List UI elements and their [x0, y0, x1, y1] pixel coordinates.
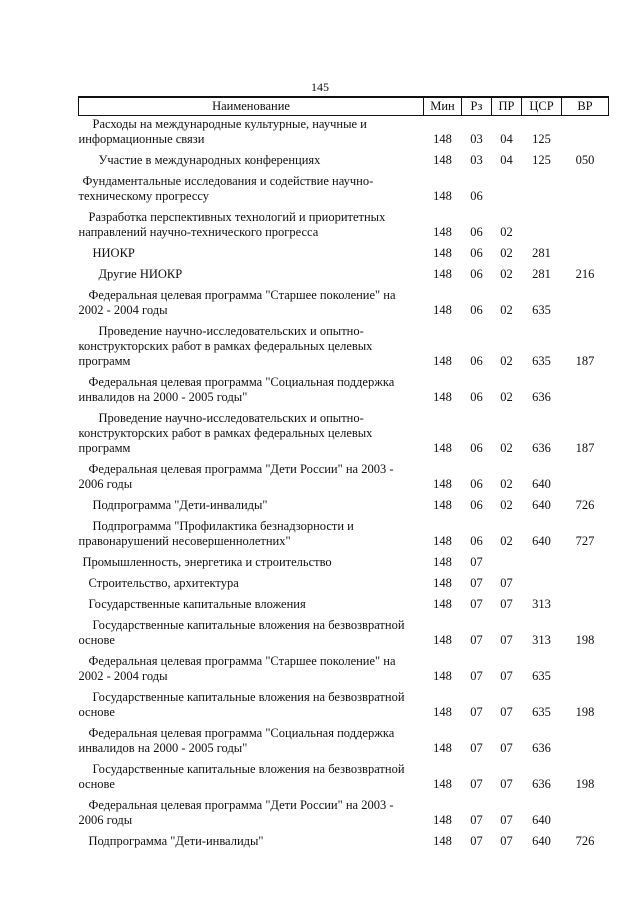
cell-min: 148 — [433, 705, 452, 719]
cell-rz: 07 — [470, 576, 483, 590]
cell-pr: 02 — [500, 225, 513, 239]
cell-min: 148 — [433, 189, 452, 203]
cell-vr — [562, 241, 609, 262]
cell-csr — [522, 205, 562, 241]
table-row — [79, 262, 609, 283]
cell-min: 148 — [433, 669, 452, 683]
cell-rz: 06 — [470, 189, 483, 203]
cell-csr: 281 — [532, 246, 551, 260]
cell-pr: 07 — [500, 669, 513, 683]
table-row — [79, 319, 609, 370]
table-row — [79, 283, 609, 319]
cell-rz: 03 — [470, 153, 483, 167]
cell-pr: 04 — [500, 132, 513, 146]
cell-pr: 02 — [500, 498, 513, 512]
cell-csr: 125 — [532, 153, 551, 167]
cell-vr: 187 — [575, 354, 595, 368]
table-header — [79, 97, 609, 116]
cell-csr — [522, 169, 562, 205]
cell-rz: 07 — [470, 633, 483, 647]
cell-name: Федеральная целевая программа "Социальная поддержка инвалидов на 2000 - 2005 годы" — [78, 375, 395, 404]
table-row — [79, 493, 609, 514]
cell-rz: 06 — [470, 225, 483, 239]
cell-name: Фундаментальные исследования и содействие научно-техническому прогрессу — [78, 174, 374, 203]
cell-name: Федеральная целевая программа "Дети России" на 2003 - 2006 годы — [78, 798, 394, 827]
cell-rz: 06 — [470, 498, 483, 512]
cell-name: Федеральная целевая программа "Старшее поколение" на 2002 - 2004 годы — [78, 288, 396, 317]
header-vr: ВР — [562, 97, 609, 116]
cell-csr: 635 — [532, 705, 551, 719]
cell-vr: 216 — [575, 267, 595, 281]
cell-pr: 07 — [500, 597, 513, 611]
table-row — [79, 721, 609, 757]
cell-rz: 06 — [470, 477, 483, 491]
cell-min: 148 — [433, 741, 452, 755]
cell-rz: 07 — [470, 555, 483, 569]
cell-pr: 02 — [500, 441, 513, 455]
cell-rz: 03 — [470, 132, 483, 146]
cell-rz: 06 — [470, 267, 483, 281]
cell-vr: 187 — [575, 441, 595, 455]
cell-pr: 07 — [500, 633, 513, 647]
table-row — [79, 370, 609, 406]
cell-pr: 07 — [500, 705, 513, 719]
cell-pr: 02 — [500, 303, 513, 317]
header-name: Наименование — [79, 97, 424, 116]
cell-vr — [562, 457, 609, 493]
cell-min: 148 — [433, 477, 452, 491]
cell-name: Подпрограмма "Дети-инвалиды" — [92, 498, 268, 512]
cell-pr: 02 — [500, 246, 513, 260]
table-row — [79, 829, 609, 850]
cell-min: 148 — [433, 834, 452, 848]
cell-vr: 726 — [575, 834, 595, 848]
cell-name: Подпрограмма "Дети-инвалиды" — [88, 834, 264, 848]
cell-rz: 07 — [470, 705, 483, 719]
cell-min: 148 — [433, 246, 452, 260]
cell-csr: 125 — [532, 132, 551, 146]
cell-vr — [562, 370, 609, 406]
cell-csr: 635 — [532, 669, 551, 683]
table-row — [79, 649, 609, 685]
cell-csr: 640 — [532, 534, 551, 548]
header-pr: ПР — [492, 97, 522, 116]
cell-min: 148 — [433, 633, 452, 647]
cell-csr: 636 — [532, 390, 551, 404]
cell-pr: 02 — [500, 390, 513, 404]
cell-name: Государственные капитальные вложения на безвозвратной основе — [78, 618, 405, 647]
cell-name: Федеральная целевая программа "Дети России" на 2003 - 2006 годы — [78, 462, 394, 491]
cell-name: Государственные капитальные вложения на безвозвратной основе — [78, 690, 405, 719]
cell-vr: 050 — [575, 153, 595, 167]
cell-csr: 313 — [532, 633, 551, 647]
cell-csr — [522, 550, 562, 571]
cell-rz: 06 — [470, 441, 483, 455]
cell-name: Строительство, архитектура — [88, 576, 239, 590]
cell-rz: 06 — [470, 246, 483, 260]
cell-pr: 02 — [500, 534, 513, 548]
cell-min: 148 — [433, 132, 452, 146]
cell-pr: 02 — [500, 477, 513, 491]
cell-vr — [562, 169, 609, 205]
cell-vr — [562, 550, 609, 571]
cell-rz: 07 — [470, 777, 483, 791]
cell-min: 148 — [433, 555, 452, 569]
cell-name: Участие в международных конференциях — [98, 153, 321, 167]
cell-vr — [562, 592, 609, 613]
cell-min: 148 — [433, 303, 452, 317]
cell-vr — [562, 283, 609, 319]
cell-min: 148 — [433, 441, 452, 455]
table-row — [79, 406, 609, 457]
cell-csr: 640 — [532, 498, 551, 512]
cell-min: 148 — [433, 153, 452, 167]
table-row — [79, 592, 609, 613]
cell-vr — [562, 721, 609, 757]
table-row — [79, 571, 609, 592]
table-row — [79, 685, 609, 721]
table-row — [79, 169, 609, 205]
table-row — [79, 205, 609, 241]
cell-name: НИОКР — [92, 246, 135, 260]
cell-pr — [492, 550, 522, 571]
cell-min: 148 — [433, 813, 452, 827]
cell-min: 148 — [433, 390, 452, 404]
cell-rz: 06 — [470, 390, 483, 404]
cell-csr: 640 — [532, 813, 551, 827]
header-csr: ЦСР — [522, 97, 562, 116]
cell-pr: 07 — [500, 813, 513, 827]
cell-min: 148 — [433, 597, 452, 611]
cell-rz: 07 — [470, 834, 483, 848]
cell-rz: 06 — [470, 303, 483, 317]
cell-pr: 07 — [500, 834, 513, 848]
table-row — [79, 457, 609, 493]
cell-csr: 636 — [532, 777, 551, 791]
cell-vr — [562, 116, 609, 149]
cell-csr — [522, 571, 562, 592]
cell-min: 148 — [433, 225, 452, 239]
cell-pr: 07 — [500, 741, 513, 755]
cell-rz: 06 — [470, 354, 483, 368]
cell-name: Федеральная целевая программа "Старшее поколение" на 2002 - 2004 годы — [78, 654, 396, 683]
cell-rz: 07 — [470, 597, 483, 611]
cell-min: 148 — [433, 267, 452, 281]
cell-min: 148 — [433, 354, 452, 368]
cell-vr: 727 — [575, 534, 595, 548]
cell-csr: 640 — [532, 834, 551, 848]
cell-rz: 06 — [470, 534, 483, 548]
cell-name: Федеральная целевая программа "Социальная поддержка инвалидов на 2000 - 2005 годы" — [78, 726, 395, 755]
cell-vr: 198 — [575, 633, 595, 647]
cell-rz: 07 — [470, 669, 483, 683]
table-row — [79, 241, 609, 262]
header-row — [79, 97, 609, 116]
table-row — [79, 757, 609, 793]
cell-vr — [562, 649, 609, 685]
header-min: Мин — [424, 97, 462, 116]
table-row — [79, 116, 609, 149]
page-number: 145 — [311, 80, 329, 94]
table-row — [79, 148, 609, 169]
header-rz: Рз — [462, 97, 492, 116]
cell-pr: 02 — [500, 267, 513, 281]
cell-name: Промышленность, энергетика и строительство — [82, 555, 332, 569]
cell-name: Проведение научно-исследовательских и опытно-конструкторских работ в рамках федеральных целевых программ — [78, 411, 373, 455]
cell-min: 148 — [433, 777, 452, 791]
cell-name: Расходы на международные культурные, научные и информационные связи — [78, 117, 367, 146]
cell-pr — [492, 169, 522, 205]
table-row — [79, 550, 609, 571]
table-body — [79, 116, 609, 851]
cell-pr: 07 — [500, 576, 513, 590]
cell-name: Государственные капитальные вложения на безвозвратной основе — [78, 762, 405, 791]
budget-table — [78, 96, 609, 850]
cell-vr: 198 — [575, 777, 595, 791]
cell-vr — [562, 205, 609, 241]
cell-pr: 07 — [500, 777, 513, 791]
cell-csr: 635 — [532, 303, 551, 317]
cell-min: 148 — [433, 534, 452, 548]
cell-csr: 636 — [532, 741, 551, 755]
cell-name: Разработка перспективных технологий и приоритетных направлений научно-технического прогресса — [78, 210, 386, 239]
cell-pr: 02 — [500, 354, 513, 368]
cell-csr: 636 — [532, 441, 551, 455]
cell-vr — [562, 793, 609, 829]
cell-pr: 04 — [500, 153, 513, 167]
table-row — [79, 514, 609, 550]
cell-csr: 640 — [532, 477, 551, 491]
cell-vr: 198 — [575, 705, 595, 719]
cell-vr: 726 — [575, 498, 595, 512]
cell-vr — [562, 571, 609, 592]
cell-min: 148 — [433, 498, 452, 512]
table-row — [79, 793, 609, 829]
cell-min: 148 — [433, 576, 452, 590]
cell-rz: 07 — [470, 813, 483, 827]
cell-name: Проведение научно-исследовательских и опытно-конструкторских работ в рамках федеральных целевых программ — [78, 324, 373, 368]
cell-name: Другие НИОКР — [98, 267, 183, 281]
table-row — [79, 613, 609, 649]
cell-csr: 635 — [532, 354, 551, 368]
cell-name: Подпрограмма "Профилактика безнадзорности и правонарушений несовершеннолетних" — [78, 519, 354, 548]
cell-csr: 281 — [532, 267, 551, 281]
cell-rz: 07 — [470, 741, 483, 755]
cell-name: Государственные капитальные вложения — [88, 597, 306, 611]
cell-csr: 313 — [532, 597, 551, 611]
